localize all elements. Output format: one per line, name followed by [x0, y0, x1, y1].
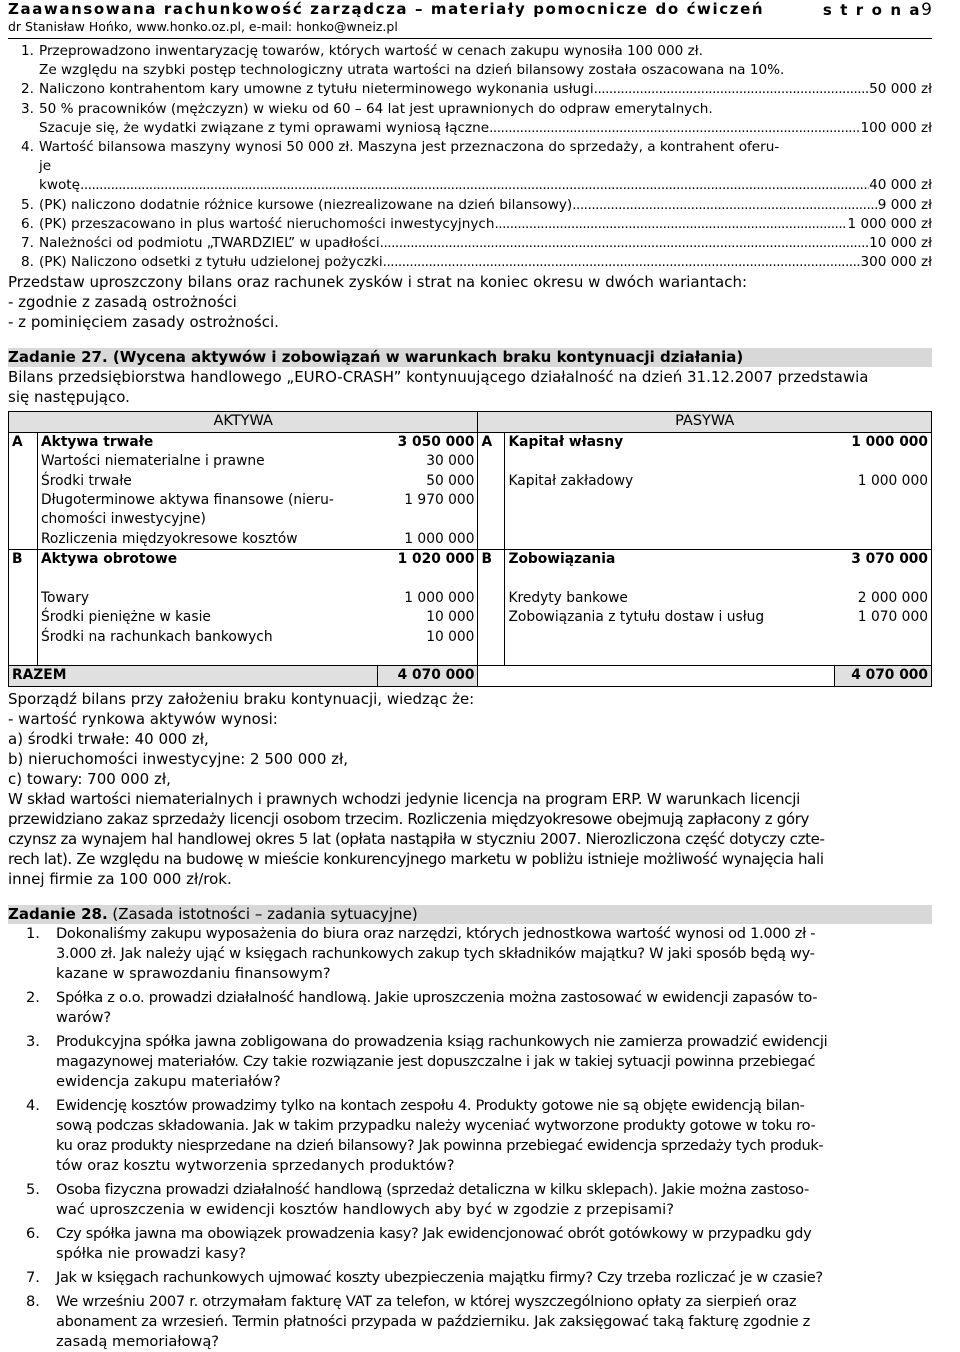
liabilities-header: PASYWA: [478, 412, 932, 432]
page-number: s t r o n a9: [822, 0, 932, 20]
table-row: B Aktywa obrotowe 1 020 000 B Zobowiązania 3 070 000: [9, 550, 932, 570]
list-item: 3. Produkcyjna spółka jawna zobligowana do prowadzenia ksiąg rachunkowych nie zamierza prowadzić ewidencji magazynowej materiałów. Czy takie rozwiązanie jest dopuszczalne i jak w takiej sytuacji powinna przebiegać ewidencja zakupu materiałów?: [26, 1032, 828, 1090]
table-row: Wartości niematerialne i prawne 30 000: [9, 452, 932, 471]
task-27-heading: Zadanie 27. (Wycena aktywów i zobowiązań w warunkach braku kontynuacji działania): [8, 348, 932, 367]
table-row: Rozliczenia międzyokresowe kosztów 1 000 000: [9, 530, 932, 550]
list-item: 7. Jak w księgach rachunkowych ujmować koszty ubezpieczenia majątku firmy? Czy trzeba rozliczać je w czasie?: [26, 1268, 823, 1286]
table-row: Środki pieniężne w kasie 10 000 Zobowiązania z tytułu dostaw i usług 1 070 000: [9, 608, 932, 627]
instructions: Przedstaw uproszczony bilans oraz rachunek zysków i strat na koniec okresu w dwóch wariantach: - zgodnie z zasadą ostrożności - z pominięciem zasady ostrożności.: [8, 273, 748, 332]
author-line: dr Stanisław Hońko, www.honko.oz.pl, e-mail: honko@wneiz.pl: [8, 19, 398, 34]
task-27-intro: Bilans przedsiębiorstwa handlowego „EURO-CRASH” kontynuującego działalność na dzień 31.12.2007 przedstawia się następująco.: [8, 368, 869, 407]
event-item: 2. Naliczono kontrahentom kary umowne z tytułu nieterminowego wykonania usługi ..... 50 000 zł: [8, 80, 932, 99]
page-header: [8, 0, 932, 39]
list-item: 1. Dokonaliśmy zakupu wyposażenia do biura oraz narzędzi, których jednostkowa wartość wynosi od 1.000 zł - 3.000 zł. Jak należy ująć w księgach rachunkowych zakup tych składników majątku? W jaki sposób będą wy- kazane w sprawozdaniu finansowym?: [26, 924, 816, 982]
event-item: 7. Należności od podmiotu „TWARDZIEL” w upadłości ..... 10 000 zł: [8, 234, 932, 253]
event-item: 3. 50 % pracowników (mężczyzn) w wieku od 60 – 64 lat jest uprawnionych do odpraw emerytalnych. Szacuje się, że wydatki związane z tymi oprawami wyniosą łączne ..... 100 000 zł: [8, 100, 932, 138]
event-item: 5. (PK) naliczono dodatnie różnice kursowe (niezrealizowane na dzień bilansowy) ..... 9 000 zł: [8, 196, 932, 215]
table-row: [9, 647, 932, 666]
task-28-list: [8, 924, 932, 1352]
table-row: Środki trwałe 50 000 Kapitał zakładowy 1 000 000: [9, 472, 932, 491]
table-row: A Aktywa trwałe 3 050 000 A Kapitał własny 1 000 000: [9, 432, 932, 452]
table-row: Długoterminowe aktywa finansowe (nieru- 1 970 000: [9, 491, 932, 510]
events-list: [8, 42, 932, 272]
task-28-heading: Zadanie 28. (Zasada istotności – zadania sytuacyjne): [8, 905, 932, 924]
table-row: Środki na rachunkach bankowych 10 000: [9, 628, 932, 647]
table-row: chomości inwestycyjne): [9, 510, 932, 529]
event-item: 1. Przeprowadzono inwentaryzację towarów, których wartość w cenach zakupu wynosiła 100 000 zł. Ze względu na szybki postęp technologiczny utrata wartości na dzień bilansowy została oszacowana na 10%.: [21, 43, 785, 79]
balance-sheet-table: [8, 411, 932, 686]
table-header-row: [9, 412, 932, 432]
list-item: 2. Spółka z o.o. prowadzi działalność handlową. Jakie uproszczenia można zastosować w ewidencji zapasów to- warów?: [26, 988, 818, 1026]
document-title: Zaawansowana rachunkowość zarządcza – materiały pomocnicze do ćwiczeń: [8, 0, 765, 18]
event-item: 4. Wartość bilansowa maszyny wynosi 50 000 zł. Maszyna jest przeznaczona do sprzedaży, a kontrahent oferu- je kwotę ..... 40 000 zł: [8, 138, 932, 196]
event-item: 6. (PK) przeszacowano in plus wartość nieruchomości inwestycyjnych ..... 1 000 000 zł: [8, 215, 932, 234]
table-row: Towary 1 000 000 Kredyty bankowe 2 000 000: [9, 589, 932, 608]
list-item: 5. Osoba fizyczna prowadzi działalność handlową (sprzedaż detaliczna w kilku sklepach). Jakie można zastoso- wać uproszczenia w ewidencji kosztów handlowych aby być w zgodzie z przepisami?: [26, 1180, 809, 1218]
table-row: [9, 570, 932, 589]
assets-header: AKTYWA: [9, 412, 478, 432]
list-item: 4. Ewidencję kosztów prowadzimy tylko na kontach zespołu 4. Produkty gotowe nie są objęte ewidencją bilan- sową podczas składowania. Jak w takim przypadku należy wyceniać wytworzone produkty gotowe w toku ro- ku oraz produkty niesprzedane na dzień bilansowy? Jak powinna przebiegać ewidencja sprzedaży tych produk- tów oraz kosztu wytworzenia sprzedanych produktów?: [26, 1096, 824, 1174]
task-27-body: Sporządź bilans przy założeniu braku kontynuacji, wiedząc że: - wartość rynkowa aktywów wynosi: a) środki trwałe: 40 000 zł, b) nieruchomości inwestycyjne: 2 500 000 zł, c) towary: 700 000 zł, W skład wartości niematerialnych i prawnych wchodzi jedynie licencja na program ERP. W warunkach licencji przewidziano zakaz sprzedaży licencji osobom trzecim. Rozliczenia międzyokresowe obejmują zapłacony z góry czynsz za wynajem hal handlowej okres 5 lat (opłata nastąpiła w styczniu 2007. Nierozliczona część dotyczy czte- rech lat). Ze względu na budowę w mieście konkurencyjnego marketu w pobliżu istnieje możliwość wynajęcia hali innej firmie za 100 000 zł/rok.: [8, 689, 825, 888]
list-item: 6. Czy spółka jawna ma obowiązek prowadzenia kasy? Jak ewidencjonować obrót gotówkowy w przypadku gdy spółka nie prowadzi kasy?: [26, 1224, 812, 1262]
total-row: RAZEM 4 070 000 4 070 000: [9, 666, 932, 686]
list-item: 8. We wrześniu 2007 r. otrzymałam fakturę VAT za telefon, w której wyszczególniono opłaty za sierpień oraz abonament za wrzesień. Termin płatności przypada w październiku. Jak zaksięgować taką fakturę zgodnie z zasadą memoriałową?: [26, 1292, 810, 1350]
event-item: 8. (PK) Naliczono odsetki z tytułu udzielonej pożyczki ..... 300 000 zł: [8, 253, 932, 272]
